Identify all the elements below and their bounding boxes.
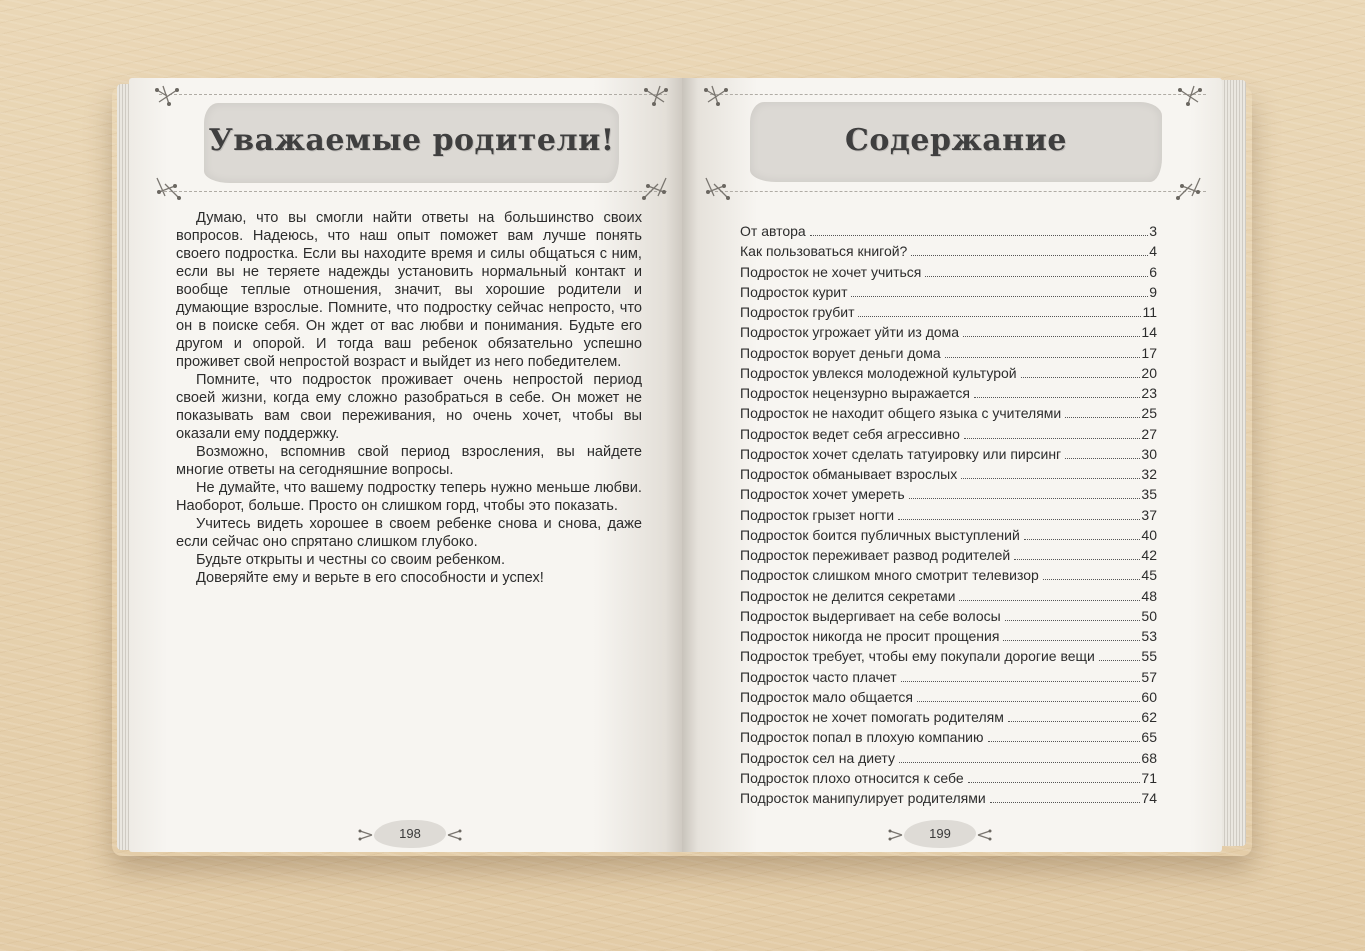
table-of-contents: [740, 221, 1157, 808]
toc-entry-page: 17: [1141, 344, 1157, 361]
page-number: 199: [904, 820, 976, 848]
toc-entry-title: Подросток часто плачет: [740, 668, 897, 685]
toc-entry-title: Подросток обманывает взрослых: [740, 466, 958, 482]
toc-dot-leader: [959, 599, 1140, 601]
toc-entry-title: Подросток нецензурно выражается: [740, 385, 970, 401]
left-page: [129, 78, 682, 852]
toc-entry-page: 37: [1141, 506, 1157, 523]
toc-entry-title: Подросток боится публичных выступлений: [740, 526, 1020, 543]
paragraph: Думаю, что вы смогли найти ответы на большинство своих вопросов. Надеюсь, что наш опыт поможет вам лучше понять своего подростка. Если вы находите время и силы общаться с ним, если вы не теряете надежды установить нормальный контакт и вообще теплые отношения, значит, вы хорошие родители и думающие взрослые. Помните, что подростку сейчас непросто, что он в поиске себя. Он ждет от вас любви и понимания. Будьте его другом и опорой. И тогда ваш ребенок обязательно успешно проживет свой непростой возраст и выйдет из него победителем.: [176, 210, 642, 370]
toc-entry: [740, 444, 1157, 464]
toc-entry-title: Подросток сел на диету: [740, 749, 896, 766]
toc-entry-title: Подросток не хочет учиться: [740, 263, 922, 280]
stitch-corner-icon: [632, 82, 672, 122]
toc-dot-leader: [1065, 416, 1140, 418]
toc-dot-leader: [1043, 578, 1141, 580]
toc-entry-page: 60: [1141, 688, 1157, 705]
toc-dot-leader: [945, 356, 1141, 358]
stitch-corner-icon: [1166, 82, 1206, 122]
toc-entry-page: 62: [1141, 709, 1157, 725]
toc-entry: [740, 363, 1157, 383]
toc-entry-page: 23: [1141, 385, 1157, 401]
toc-entry-title: Подросток угрожает уйти из дома: [740, 324, 960, 341]
toc-entry-title: Подросток грубит: [740, 304, 855, 320]
toc-entry: [740, 545, 1157, 565]
toc-entry-title: Как пользоваться книгой?: [740, 243, 908, 260]
toc-entry: [740, 424, 1157, 444]
toc-dot-leader: [961, 477, 1140, 479]
page-title: Уважаемые родители!: [208, 123, 615, 158]
toc-entry-page: 4: [1149, 243, 1157, 260]
toc-entry-title: Подросток манипулирует родителями: [740, 790, 986, 806]
toc-entry-title: Подросток увлекся молодежной культурой: [740, 364, 1017, 381]
toc-dot-leader: [1005, 619, 1141, 621]
stitch-corner-icon: [1166, 164, 1206, 204]
toc-entry: [740, 768, 1157, 788]
toc-entry-page: 11: [1142, 304, 1157, 320]
toc-entry: [740, 221, 1157, 241]
toc-entry: [740, 322, 1157, 342]
toc-dot-leader: [1021, 376, 1141, 378]
toc-entry-title: Подросток хочет умереть: [740, 486, 905, 503]
toc-entry-title: Подросток не находит общего языка с учителями: [740, 405, 1062, 422]
stitch-corner-icon: [632, 164, 672, 204]
toc-entry-title: Подросток ворует деньги дома: [740, 344, 941, 361]
toc-dot-leader: [1065, 457, 1140, 459]
toc-entry-page: 45: [1141, 567, 1157, 584]
stitch-icon: [446, 828, 462, 842]
toc-entry-page: 65: [1141, 729, 1157, 746]
toc-entry: [740, 505, 1157, 525]
toc-dot-leader: [810, 234, 1148, 236]
toc-dot-leader: [1014, 558, 1140, 560]
stitch-icon: [358, 828, 374, 842]
toc-entry-page: 14: [1141, 324, 1157, 341]
toc-dot-leader: [963, 335, 1140, 337]
toc-entry: [740, 667, 1157, 687]
toc-entry: [740, 687, 1157, 707]
toc-entry-title: Подросток не хочет помогать родителям: [740, 709, 1004, 725]
toc-entry-title: Подросток выдергивает на себе волосы: [740, 607, 1001, 624]
toc-dot-leader: [1099, 659, 1141, 661]
stitch-icon: [976, 828, 992, 842]
toc-dot-leader: [1008, 720, 1141, 722]
toc-entry: [740, 282, 1157, 302]
toc-entry: [740, 586, 1157, 606]
toc-dot-leader: [925, 275, 1148, 277]
toc-entry-title: Подросток ведет себя агрессивно: [740, 425, 960, 442]
toc-entry: [740, 748, 1157, 768]
toc-dot-leader: [851, 295, 1148, 297]
toc-dot-leader: [1003, 639, 1140, 641]
title-banner: [750, 102, 1162, 182]
toc-dot-leader: [968, 781, 1141, 783]
toc-entry-page: 20: [1141, 364, 1157, 381]
toc-entry: [740, 403, 1157, 423]
stitch-corner-icon: [700, 164, 740, 204]
title-banner: [204, 103, 619, 183]
toc-entry-page: 35: [1141, 486, 1157, 503]
toc-entry: [740, 464, 1157, 484]
toc-entry: [740, 606, 1157, 626]
toc-entry-page: 68: [1141, 749, 1157, 766]
paragraph: Не думайте, что вашему подростку теперь нужно меньше любви. Наоборот, больше. Просто он слишком горд, чтобы это показать.: [176, 480, 642, 514]
toc-entry-page: 6: [1149, 263, 1157, 280]
toc-entry-page: 9: [1149, 283, 1157, 300]
page-number: 198: [374, 820, 446, 848]
toc-dot-leader: [898, 518, 1140, 520]
toc-entry: [740, 383, 1157, 403]
toc-dot-leader: [964, 437, 1140, 439]
right-page: [682, 78, 1222, 852]
toc-entry-page: 40: [1141, 526, 1157, 543]
toc-entry-title: Подросток мало общается: [740, 688, 914, 705]
toc-entry-page: 57: [1141, 668, 1157, 685]
toc-entry-page: 50: [1141, 607, 1157, 624]
toc-entry-page: 74: [1141, 790, 1157, 806]
stitch-icon: [888, 828, 904, 842]
toc-dot-leader: [899, 761, 1140, 763]
toc-entry: [740, 565, 1157, 585]
toc-entry-page: 48: [1141, 587, 1157, 604]
toc-dot-leader: [917, 700, 1140, 702]
toc-entry-title: От автора: [740, 223, 806, 239]
toc-entry: [740, 302, 1157, 322]
letter-text: [176, 209, 642, 587]
toc-entry-page: 27: [1141, 425, 1157, 442]
toc-entry-title: Подросток не делится секретами: [740, 587, 956, 604]
stitch-corner-icon: [151, 82, 191, 122]
toc-entry-title: Подросток никогда не просит прощения: [740, 628, 1000, 644]
toc-entry: [740, 646, 1157, 666]
toc-entry: [740, 484, 1157, 504]
toc-dot-leader: [858, 315, 1141, 317]
page-title: Содержание: [845, 123, 1067, 158]
toc-dot-leader: [911, 254, 1148, 256]
paragraph: Помните, что подросток проживает очень непростой период своей жизни, когда ему сложно разобраться в себе. Он может не показывать вам свои переживания, но очень хочет, чтобы вы оказали ему поддержку.: [176, 372, 642, 442]
paragraph: Учитесь видеть хорошее в своем ребенке снова и снова, даже если сейчас оно спрятано слишком глубоко.: [176, 516, 642, 550]
toc-entry-title: Подросток требует, чтобы ему покупали дорогие вещи: [740, 648, 1095, 665]
toc-entry: [740, 788, 1157, 808]
toc-entry-page: 3: [1149, 223, 1157, 239]
paragraph: Возможно, вспомнив свой период взросления, вы найдете многие ответы на сегодняшние вопросы.: [176, 444, 642, 478]
toc-entry-page: 25: [1141, 405, 1157, 422]
toc-entry: [740, 343, 1157, 363]
toc-dot-leader: [974, 396, 1141, 398]
toc-dot-leader: [990, 801, 1141, 803]
toc-dot-leader: [1024, 538, 1141, 540]
paragraph: Будьте открыты и честны со своим ребенком.: [196, 552, 506, 568]
toc-entry-title: Подросток переживает развод родителей: [740, 547, 1011, 563]
toc-entry: [740, 241, 1157, 261]
toc-entry-title: Подросток грызет ногти: [740, 506, 895, 523]
toc-entry: [740, 626, 1157, 646]
toc-entry-title: Подросток курит: [740, 283, 848, 300]
stitch-corner-icon: [151, 164, 191, 204]
toc-entry-page: 30: [1141, 445, 1157, 462]
toc-entry-page: 55: [1141, 648, 1157, 665]
toc-entry: [740, 262, 1157, 282]
toc-entry: [740, 727, 1157, 747]
toc-dot-leader: [901, 680, 1141, 682]
toc-entry-page: 42: [1141, 547, 1157, 563]
toc-entry: [740, 525, 1157, 545]
toc-entry: [740, 707, 1157, 727]
page-edges-right: [1218, 80, 1246, 846]
paragraph: Доверяйте ему и верьте в его способности и успех!: [196, 570, 544, 586]
toc-entry-title: Подросток плохо относится к себе: [740, 769, 964, 786]
toc-dot-leader: [988, 740, 1141, 742]
stitch-corner-icon: [700, 82, 740, 122]
toc-entry-title: Подросток слишком много смотрит телевизор: [740, 567, 1039, 584]
toc-entry-title: Подросток хочет сделать татуировку или пирсинг: [740, 445, 1062, 462]
toc-dot-leader: [909, 497, 1141, 499]
toc-entry-page: 53: [1141, 628, 1157, 644]
toc-entry-page: 71: [1141, 769, 1157, 786]
toc-entry-page: 32: [1141, 466, 1157, 482]
toc-entry-title: Подросток попал в плохую компанию: [740, 729, 984, 746]
